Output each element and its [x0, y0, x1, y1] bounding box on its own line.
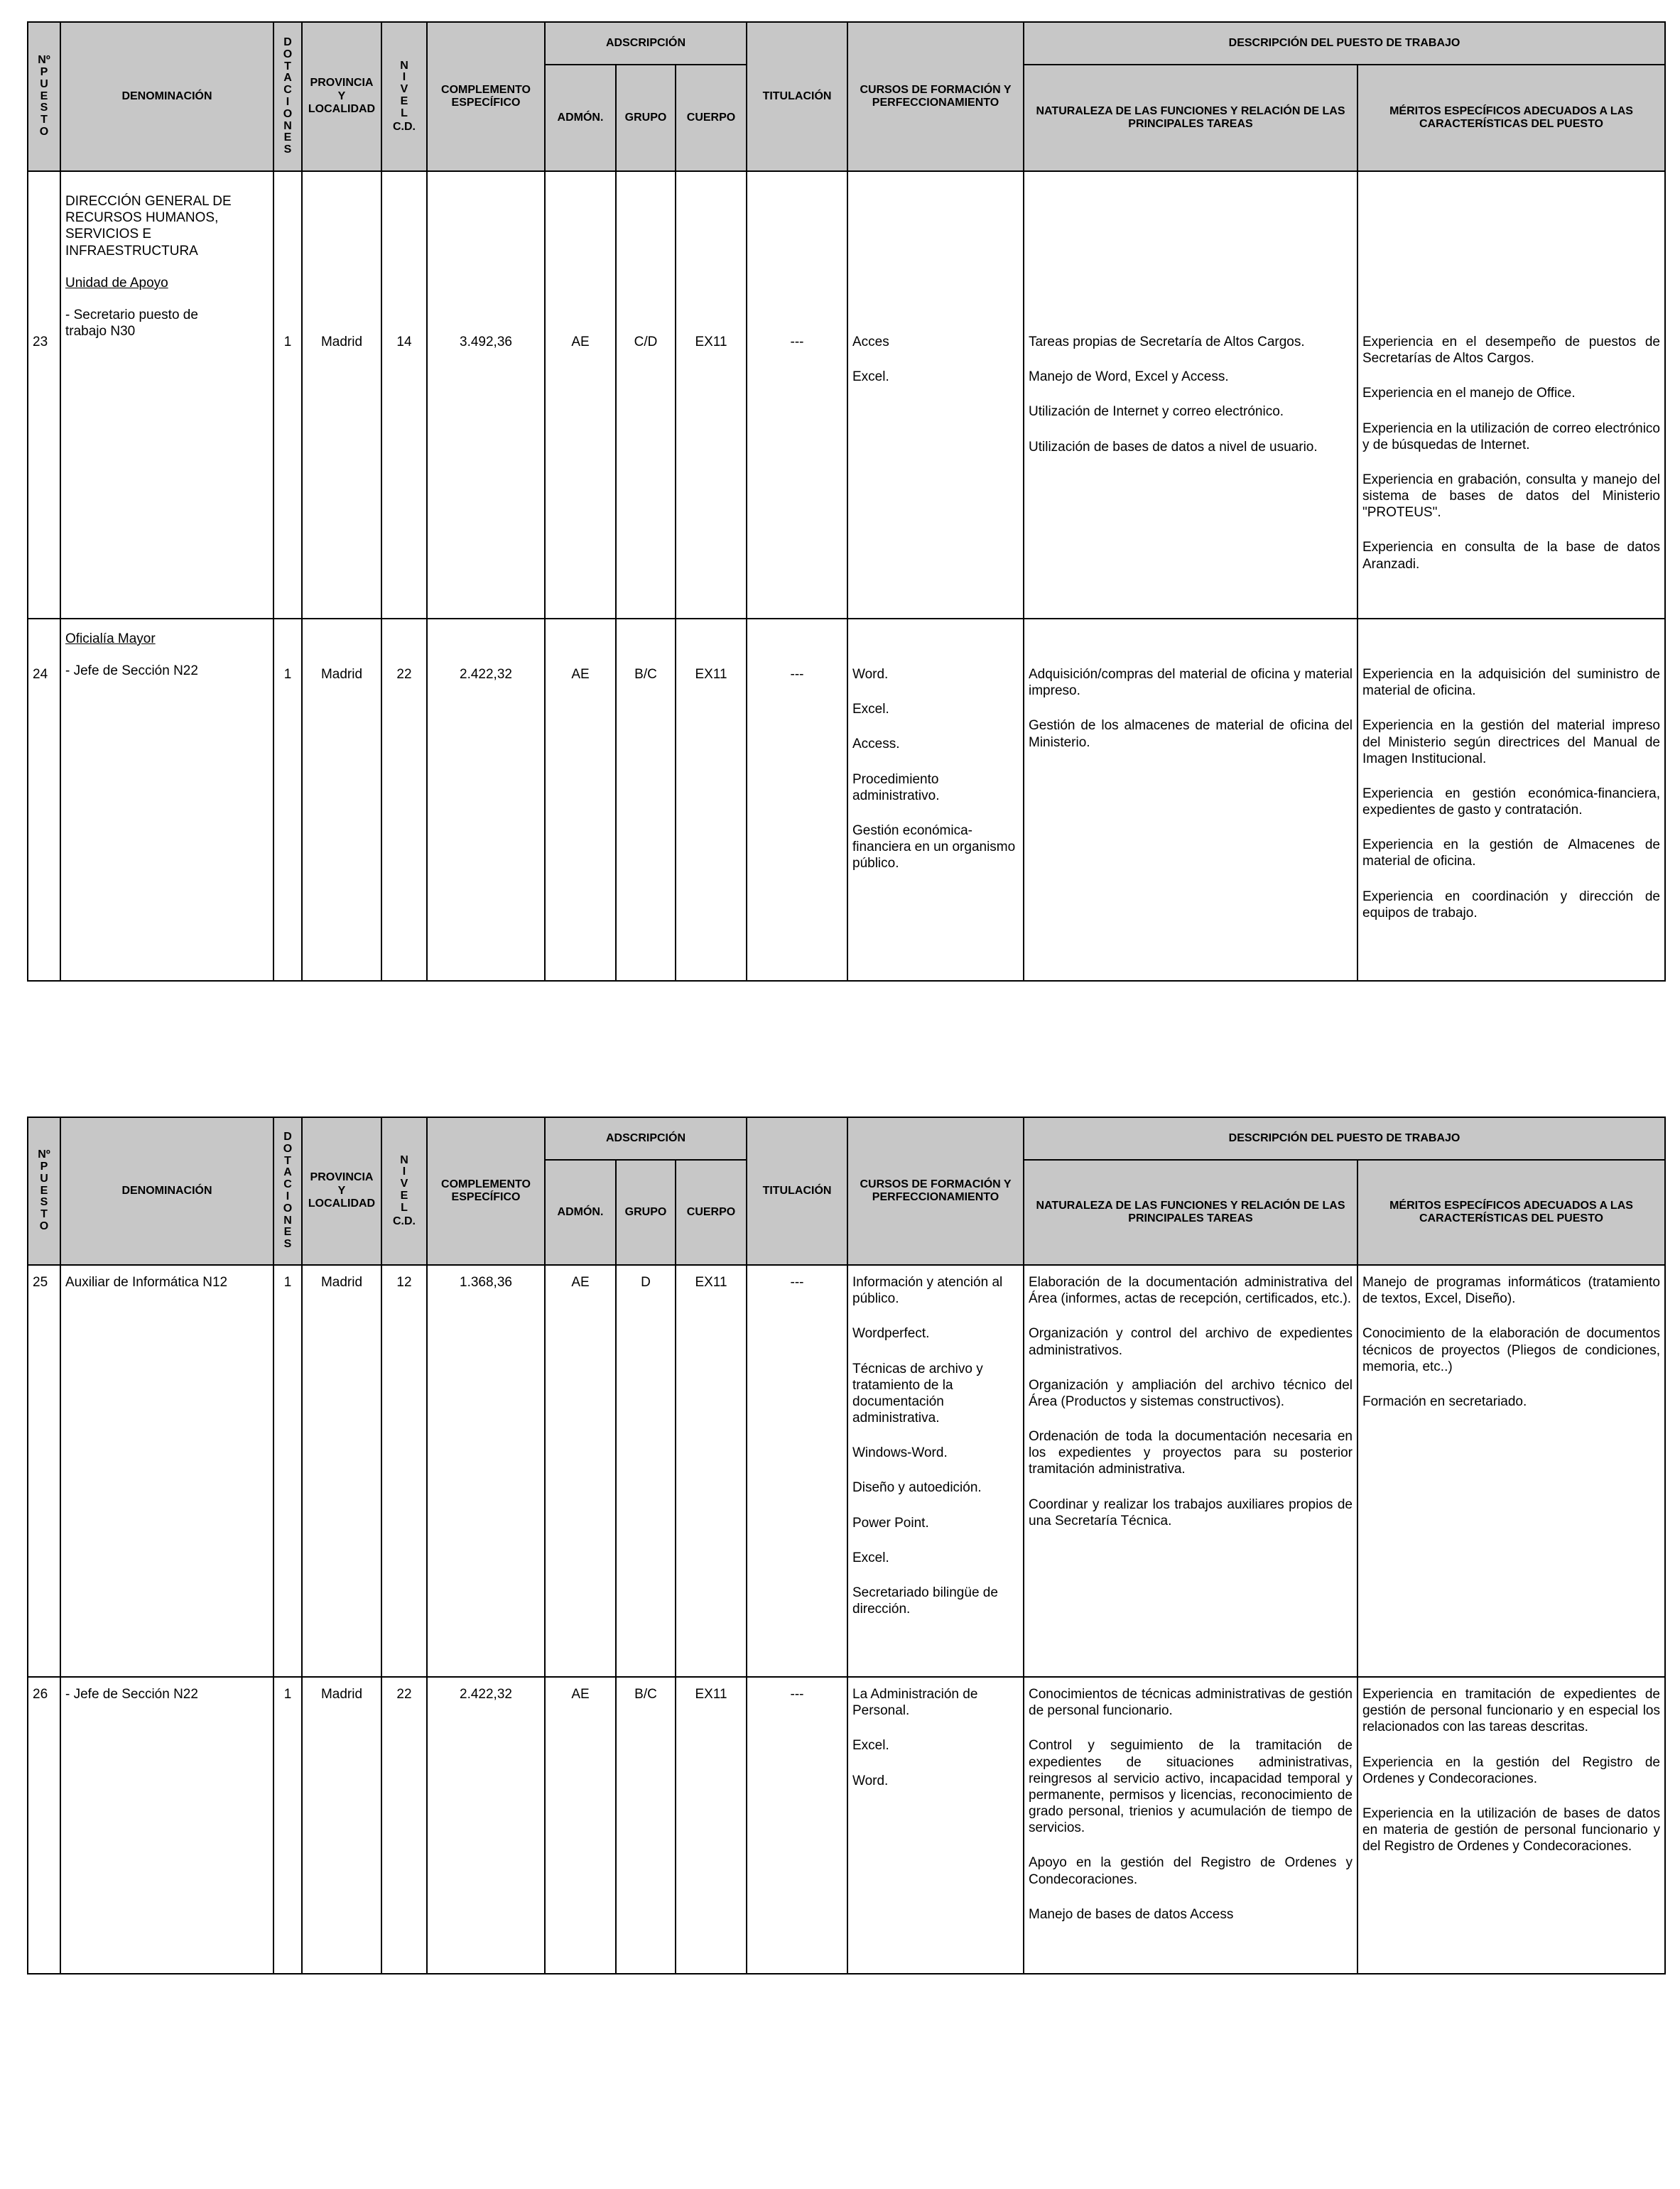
puesto-number-cell — [28, 1265, 60, 1677]
table-row — [28, 1265, 1665, 1677]
denominacion-cell — [60, 1265, 273, 1677]
titulacion-cell — [747, 1677, 847, 1974]
complemento: 1.368,36 — [460, 1275, 512, 1290]
localidad-cell — [302, 1677, 381, 1974]
cursos-cell — [847, 1677, 1024, 1974]
naturaleza-item: Ordenación de toda la documentación necesaria en los expedientes y proyectos para su posterior tramitación administrativa. — [1029, 1429, 1353, 1477]
header-cursos: CURSOS DE FORMACIÓN Y PERFECCIONAMIENTO — [847, 1117, 1024, 1265]
cuerpo: EX11 — [695, 1275, 727, 1290]
curso-item: Windows-Word. — [852, 1445, 948, 1461]
header-denominacion: DENOMINACIÓN — [60, 22, 273, 171]
merito-item: Formación en secretariado. — [1362, 1394, 1527, 1409]
header-grupo: GRUPO — [616, 65, 676, 171]
admon: AE — [571, 1275, 590, 1290]
curso-item: Power Point. — [852, 1515, 929, 1531]
header-dotaciones: D O T A C I O N E S — [273, 22, 302, 171]
header-cuerpo: CUERPO — [676, 1160, 747, 1265]
merito-item: Experiencia en gestión económica-financiera, expedientes de gasto y contratación. — [1362, 786, 1660, 818]
header-meritos: MÉRITOS ESPECÍFICOS ADECUADOS A LAS CARACTERÍSTICAS DEL PUESTO — [1357, 1160, 1665, 1265]
dotaciones-cell — [273, 1677, 302, 1974]
table-row — [28, 171, 1665, 619]
naturaleza-item: Tareas propias de Secretaría de Altos Cargos. — [1029, 335, 1305, 349]
cuerpo-cell — [676, 1677, 747, 1974]
grupo-cell — [616, 171, 676, 619]
curso-item: Secretariado bilingüe de dirección. — [852, 1585, 998, 1617]
table-row — [28, 1677, 1665, 1974]
job-table-2 — [27, 1117, 1666, 1975]
puesto-number: 26 — [33, 1687, 48, 1702]
cuerpo-cell — [676, 619, 747, 981]
nivel-cell — [381, 1265, 427, 1677]
complemento-cell — [427, 1677, 545, 1974]
header-nivel: N I V E L C.D. — [381, 22, 427, 171]
naturaleza-cell — [1024, 619, 1357, 981]
dotaciones: 1 — [283, 335, 292, 349]
header-provincia-localidad: PROVINCIA Y LOCALIDAD — [302, 1117, 381, 1265]
merito-item: Experiencia en tramitación de expedientes de gestión de personal funcionario y en especial los relacionados con las tareas descritas. — [1362, 1687, 1660, 1735]
curso-item: Acces — [852, 335, 889, 349]
cuerpo: EX11 — [695, 667, 727, 682]
localidad-cell — [302, 619, 381, 981]
merito-item: Experiencia en la utilización de correo electrónico y de búsquedas de Internet. — [1362, 420, 1660, 452]
titulacion: --- — [790, 335, 804, 349]
grupo: B/C — [634, 667, 657, 682]
header-complemento: COMPLEMENTO ESPECÍFICO — [427, 22, 545, 171]
header-cursos: CURSOS DE FORMACIÓN Y PERFECCIONAMIENTO — [847, 22, 1024, 171]
nivel: 22 — [396, 1687, 412, 1702]
merito-item: Conocimiento de la elaboración de documentos técnicos de proyectos (Pliegos de condiciones, memoria, etc..) — [1362, 1326, 1660, 1374]
job-table-1 — [27, 21, 1666, 982]
merito-item: Experiencia en consulta de la base de datos Aranzadi. — [1362, 540, 1660, 572]
header-admon: ADMÓN. — [545, 65, 616, 171]
naturaleza-cell — [1024, 171, 1357, 619]
unit-heading: Oficialía Mayor — [65, 631, 156, 646]
localidad: Madrid — [320, 1275, 363, 1290]
admon-cell — [545, 1677, 616, 1974]
denominacion-cell — [60, 171, 273, 619]
curso-item: La Administración de Personal. — [852, 1687, 978, 1719]
merito-item: Experiencia en el desempeño de puestos de Secretarías de Altos Cargos. — [1362, 335, 1660, 366]
admon-cell — [545, 1265, 616, 1677]
header-naturaleza: NATURALEZA DE LAS FUNCIONES Y RELACIÓN DE LAS PRINCIPALES TAREAS — [1024, 65, 1357, 171]
header-provincia-localidad: PROVINCIA Y LOCALIDAD — [302, 22, 381, 171]
merito-item: Experiencia en la gestión del Registro de Ordenes y Condecoraciones. — [1362, 1754, 1660, 1786]
header-grupo: GRUPO — [616, 1160, 676, 1265]
dotaciones: 1 — [283, 667, 292, 682]
dotaciones-cell — [273, 1265, 302, 1677]
header-nivel: N I V E L C.D. — [381, 1117, 427, 1265]
cuerpo-cell — [676, 171, 747, 619]
naturaleza-item: Manejo de bases de datos Access — [1029, 1906, 1234, 1922]
nivel: 14 — [396, 335, 412, 349]
grupo: B/C — [634, 1687, 657, 1702]
admon: AE — [571, 667, 590, 682]
localidad: Madrid — [320, 667, 363, 682]
complemento-cell — [427, 619, 545, 981]
header-descripcion: DESCRIPCIÓN DEL PUESTO DE TRABAJO — [1024, 22, 1665, 65]
naturaleza-cell — [1024, 1677, 1357, 1974]
meritos-cell — [1357, 619, 1665, 981]
curso-item: Excel. — [852, 702, 889, 717]
naturaleza-item: Utilización de bases de datos a nivel de usuario. — [1029, 439, 1318, 455]
complemento: 2.422,32 — [460, 1687, 512, 1702]
puesto-number-cell — [28, 1677, 60, 1974]
meritos-cell — [1357, 1677, 1665, 1974]
naturaleza-item: Adquisición/compras del material de oficina y material impreso. — [1029, 667, 1353, 699]
nivel: 12 — [396, 1275, 412, 1290]
nivel: 22 — [396, 667, 412, 682]
meritos-cell — [1357, 1265, 1665, 1677]
header-naturaleza: NATURALEZA DE LAS FUNCIONES Y RELACIÓN DE LAS PRINCIPALES TAREAS — [1024, 1160, 1357, 1265]
dotaciones-cell — [273, 619, 302, 981]
curso-item: Técnicas de archivo y tratamiento de la documentación administrativa. — [852, 1361, 983, 1426]
titulacion-cell — [747, 171, 847, 619]
merito-item: Experiencia en la gestión de Almacenes de material de oficina. — [1362, 837, 1660, 869]
denominacion-cell — [60, 619, 273, 981]
header-n-puesto: Nº P U E S T O — [28, 22, 60, 171]
puesto-number: 24 — [33, 667, 48, 682]
denominacion: - Jefe de Sección N22 — [65, 663, 198, 679]
naturaleza-item: Gestión de los almacenes de material de oficina del Ministerio. — [1029, 718, 1353, 750]
grupo: D — [641, 1275, 651, 1290]
header-dotaciones: D O T A C I O N E S — [273, 1117, 302, 1265]
naturaleza-item: Coordinar y realizar los trabajos auxiliares propios de una Secretaría Técnica. — [1029, 1497, 1353, 1528]
titulacion: --- — [790, 1275, 804, 1290]
nivel-cell — [381, 619, 427, 981]
localidad: Madrid — [320, 335, 363, 349]
naturaleza-item: Organización y control del archivo de expedientes administrativos. — [1029, 1326, 1353, 1358]
complemento-cell — [427, 171, 545, 619]
titulacion-cell — [747, 1265, 847, 1677]
curso-item: Procedimiento administrativo. — [852, 771, 940, 803]
cursos-cell — [847, 171, 1024, 619]
header-complemento: COMPLEMENTO ESPECÍFICO — [427, 1117, 545, 1265]
merito-item: Experiencia en grabación, consulta y manejo del sistema de bases de datos del Ministerio "PROTEUS". — [1362, 472, 1660, 521]
admon-cell — [545, 171, 616, 619]
titulacion: --- — [790, 1687, 804, 1702]
header-titulacion: TITULACIÓN — [747, 22, 847, 171]
complemento: 3.492,36 — [460, 335, 512, 349]
header-adscripcion: ADSCRIPCIÓN — [545, 1117, 747, 1160]
grupo-cell — [616, 1265, 676, 1677]
admon: AE — [571, 1687, 590, 1702]
header-cuerpo: CUERPO — [676, 65, 747, 171]
titulacion-cell — [747, 619, 847, 981]
puesto-number-cell — [28, 171, 60, 619]
curso-item: Información y atención al público. — [852, 1275, 1003, 1307]
dotaciones: 1 — [283, 1687, 292, 1702]
naturaleza-cell — [1024, 1265, 1357, 1677]
curso-item: Gestión económica-financiera en un organismo público. — [852, 822, 1016, 871]
denominacion: - Secretario puesto de trabajo N30 — [65, 307, 198, 340]
curso-item: Word. — [852, 1773, 889, 1788]
header-adscripcion: ADSCRIPCIÓN — [545, 22, 747, 65]
puesto-number: 25 — [33, 1275, 48, 1290]
naturaleza-item: Conocimientos de técnicas administrativas de gestión de personal funcionario. — [1029, 1687, 1353, 1719]
header-n-puesto: Nº P U E S T O — [28, 1117, 60, 1265]
header-titulacion: TITULACIÓN — [747, 1117, 847, 1265]
header-admon: ADMÓN. — [545, 1160, 616, 1265]
naturaleza-item: Organización y ampliación del archivo técnico del Área (Productos y sistemas constructivos). — [1029, 1377, 1353, 1409]
curso-item: Excel. — [852, 1738, 889, 1754]
complemento-cell — [427, 1265, 545, 1677]
header-denominacion: DENOMINACIÓN — [60, 1117, 273, 1265]
merito-item: Experiencia en el manejo de Office. — [1362, 386, 1576, 401]
curso-item: Wordperfect. — [852, 1326, 930, 1342]
puesto-number: 23 — [33, 335, 48, 349]
naturaleza-item: Manejo de Word, Excel y Access. — [1029, 369, 1229, 385]
admon-cell — [545, 619, 616, 981]
table-row — [28, 619, 1665, 981]
nivel-cell — [381, 171, 427, 619]
localidad: Madrid — [320, 1687, 363, 1702]
complemento: 2.422,32 — [460, 667, 512, 682]
curso-item: Excel. — [852, 1550, 889, 1565]
naturaleza-item: Apoyo en la gestión del Registro de Ordenes y Condecoraciones. — [1029, 1855, 1353, 1887]
curso-item: Access. — [852, 737, 900, 752]
merito-item: Manejo de programas informáticos (tratamiento de textos, Excel, Diseño). — [1362, 1275, 1660, 1307]
merito-item: Experiencia en coordinación y dirección de equipos de trabajo. — [1362, 889, 1660, 920]
header-meritos: MÉRITOS ESPECÍFICOS ADECUADOS A LAS CARACTERÍSTICAS DEL PUESTO — [1357, 65, 1665, 171]
curso-item: Word. — [852, 667, 889, 682]
denominacion: - Jefe de Sección N22 — [65, 1687, 198, 1702]
merito-item: Experiencia en la gestión del material impreso del Ministerio según directrices del Manual de Imagen Institucional. — [1362, 718, 1660, 766]
localidad-cell — [302, 171, 381, 619]
grupo: C/D — [634, 335, 658, 349]
admon: AE — [571, 335, 590, 349]
naturaleza-item: Control y seguimiento de la tramitación de expedientes de situaciones administrativas, reingresos al servicio activo, incapacidad temporal y permanente, permisos y licencias, reconocimiento de grado personal, trienios y acumulación de tiempo de servicios. — [1029, 1738, 1353, 1836]
nivel-cell — [381, 1677, 427, 1974]
grupo-cell — [616, 619, 676, 981]
grupo-cell — [616, 1677, 676, 1974]
titulacion: --- — [790, 667, 804, 682]
merito-item: Experiencia en la utilización de bases de datos en materia de gestión de personal funcionario y del Registro de Ordenes y Condecoraciones. — [1362, 1805, 1660, 1854]
dotaciones-cell — [273, 171, 302, 619]
cuerpo-cell — [676, 1265, 747, 1677]
section-heading: DIRECCIÓN GENERAL DE RECURSOS HUMANOS, SERVICIOS E INFRAESTRUCTURA — [65, 194, 232, 259]
cuerpo: EX11 — [695, 335, 727, 349]
denominacion-cell — [60, 1677, 273, 1974]
merito-item: Experiencia en la adquisición del suministro de material de oficina. — [1362, 667, 1660, 699]
puesto-number-cell — [28, 619, 60, 981]
cuerpo: EX11 — [695, 1687, 727, 1702]
naturaleza-item: Utilización de Internet y correo electrónico. — [1029, 404, 1284, 420]
naturaleza-item: Elaboración de la documentación administrativa del Área (informes, actas de recepción, certificados, etc.). — [1029, 1275, 1353, 1307]
denominacion: Auxiliar de Informática N12 — [65, 1275, 228, 1290]
meritos-cell — [1357, 171, 1665, 619]
curso-item: Diseño y autoedición. — [852, 1480, 982, 1496]
cursos-cell — [847, 619, 1024, 981]
unit-heading: Unidad de Apoyo — [65, 275, 168, 290]
localidad-cell — [302, 1265, 381, 1677]
dotaciones: 1 — [283, 1275, 292, 1290]
curso-item: Excel. — [852, 369, 889, 385]
header-descripcion: DESCRIPCIÓN DEL PUESTO DE TRABAJO — [1024, 1117, 1665, 1160]
cursos-cell — [847, 1265, 1024, 1677]
